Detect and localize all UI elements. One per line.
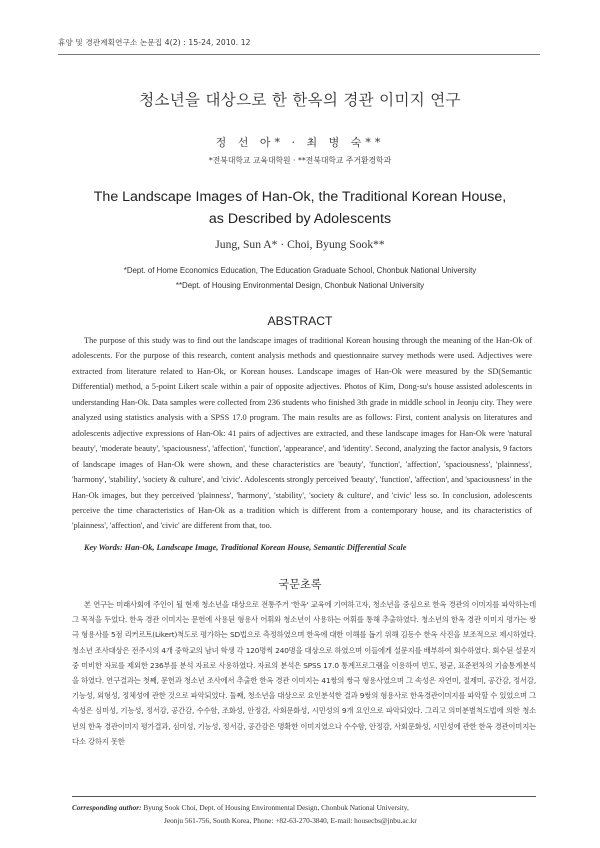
- korean-title: 청소년을 대상으로 한 한옥의 경관 이미지 연구: [139, 91, 461, 109]
- affiliation-1: *Dept. of Home Economics Education, The Education Graduate School, Chonbuk National University: [123, 266, 477, 275]
- journal-header: 휴양 및 경관계획연구소 논문집 4(2) : 15-24, 2010. 12: [58, 38, 251, 47]
- korean-authors: 정 선 아* · 최 병 숙**: [215, 136, 385, 149]
- footnote-rule: [72, 796, 536, 797]
- keywords: Key Words: Han-Ok, Landscape Image, Traditional Korean House, Semantic Differential Scale: [84, 543, 407, 552]
- correspondence-label: Corresponding author:: [72, 803, 142, 812]
- correspondence-line-2: Jeonju 561-756, South Korea, Phone: +82-63-270-3840, E-mail: housecbs@jnbu.ac.kr: [164, 816, 417, 825]
- affiliation-2: **Dept. of Housing Environmental Design, Chonbuk National University: [175, 281, 425, 290]
- correspondence-line-1: Byung Sook Choi, Dept. of Housing Environmental Design, Chonbuk National University,: [141, 803, 409, 812]
- correspondence-note: [72, 801, 536, 827]
- korean-affiliations: *전북대학교 교육대학원 · **전북대학교 주거환경학과: [208, 156, 392, 165]
- abstract-heading: ABSTRACT: [267, 314, 333, 328]
- english-affiliations: [30, 263, 570, 293]
- english-title: [40, 186, 560, 230]
- korean-abstract-body: 본 연구는 미래사회에 주인이 될 현재 청소년을 대상으로 전통주거 '한옥' 교육에 기여하고자, 청소년을 중심으로 한옥 경관의 이미지를 파악하는데 그 목적을 두었다. 한옥 경관 이미지는 문헌에 사용된 형용사 어휘와 청소년이 사용하는 어휘를 통해 추출하였다. 청소년의 한옥 경관 이미지 평가는 쌍극 형용사를 5점 리커르트(Likert)척도로 평가하는 SD법으로 측정하였으며 한옥에 대한 이해를 돕기 위해 김동수 한옥 사진을 보조적으로 제시하였다. 청소년 조사대상은 전주시의 4개 중학교의 남녀 학생 각 120명씩 240명을 대상으로 하였으며 이들에게 설문지를 배부하여 회수하였다. 회수된 설문지 중 미비한 자료를 제외한 236부를 분석 자료로 사용하였다. 자료의 분석은 SPSS 17.0 통계프로그램을 이용하여 빈도, 평균, 표준편차의 기술통계분석을 하였다. 연구결과는 첫째, 문헌과 청소년 조사에서 추출한 한옥 경관 이미지는 41쌍의 쌍극 형용사였으며 그 속성은 자연미, 절제미, 공간감, 정서감, 기능성, 외형성, 정체성에 관한 것으로 파악되었다. 둘째, 청소년을 대상으로 요인분석한 결과 9쌍의 형용사로 한옥경관이미지를 파악할 수 있었으며 그 속성은 심미성, 기능성, 정서감, 공간감, 수수함, 조화성, 안정감, 사회문화성, 시민성의 9개 요인으로 파악되었다. 그리고 의미분별척도법에 의한 청소년의 한옥 경관이미지 평가결과, 심미성, 기능성, 정서감, 공간감은 명확한 이미지였으나 수수함, 안정감, 사회문화성, 시민성에 관한 한옥 경관이미지는 다소 강하지 못한: [72, 600, 536, 746]
- abstract-body: The purpose of this study was to find out the landscape images of traditional Korean housing through the meaning of the Han-Ok of adolescents. For the purpose of this research, content analysis methods and questionnaire survey methods were used. Adjectives were extracted from literature related to Han-Ok, or Korean houses. Landscape images of Han-Ok were measured by the SD(Semantic Differential) method, a 5-point Likert scale within a pair of opposite adjectives. Photos of Kim, Dong-su's house assisted adolescents in understanding Han-Ok. Data samples were collected from 236 students who finished 3th grade in middle school in Jeonju city. They were analyzed using statistics analysis with a SPSS 17.0 program. The main results are as follows: First, content analysis on literatures and adolescents adjective expressions of Han-Ok: 41 pairs of adjectives are extracted, and these landscape images for Han-Ok were 'natural beauty', 'moderate beauty', 'spaciousness', 'affection', 'function', 'appearance', and 'identity'. Second, analyzing the factor analysis, 9 factors of landscape images of Han-Ok were shown, and these characteristics are 'beauty', 'function', 'affection', 'spaciousness', 'plainness', 'harmony', 'stability', 'society & culture', and 'civic'. Adolescents strongly perceived 'beauty', 'function', 'affection', and 'spaciousness' in the Han-Ok images, but they perceived 'plainness', 'harmony', 'stability', 'society & culture', and 'civic' less so. In conclusion, adolescents perceive the time characteristics of Han-Ok as a tradition which is different from a contemporary house, and its characteristics of 'plainness', 'affection', and 'civic' are different from that, too.: [72, 336, 532, 531]
- english-title-line-1: The Landscape Images of Han-Ok, the Traditional Korean House,: [93, 189, 507, 205]
- header-rule: [58, 54, 540, 55]
- korean-abstract-heading: 국문초록: [278, 578, 322, 591]
- english-title-line-2: as Described by Adolescents: [208, 211, 392, 227]
- english-authors: Jung, Sun A* · Choi, Byung Sook**: [215, 238, 385, 251]
